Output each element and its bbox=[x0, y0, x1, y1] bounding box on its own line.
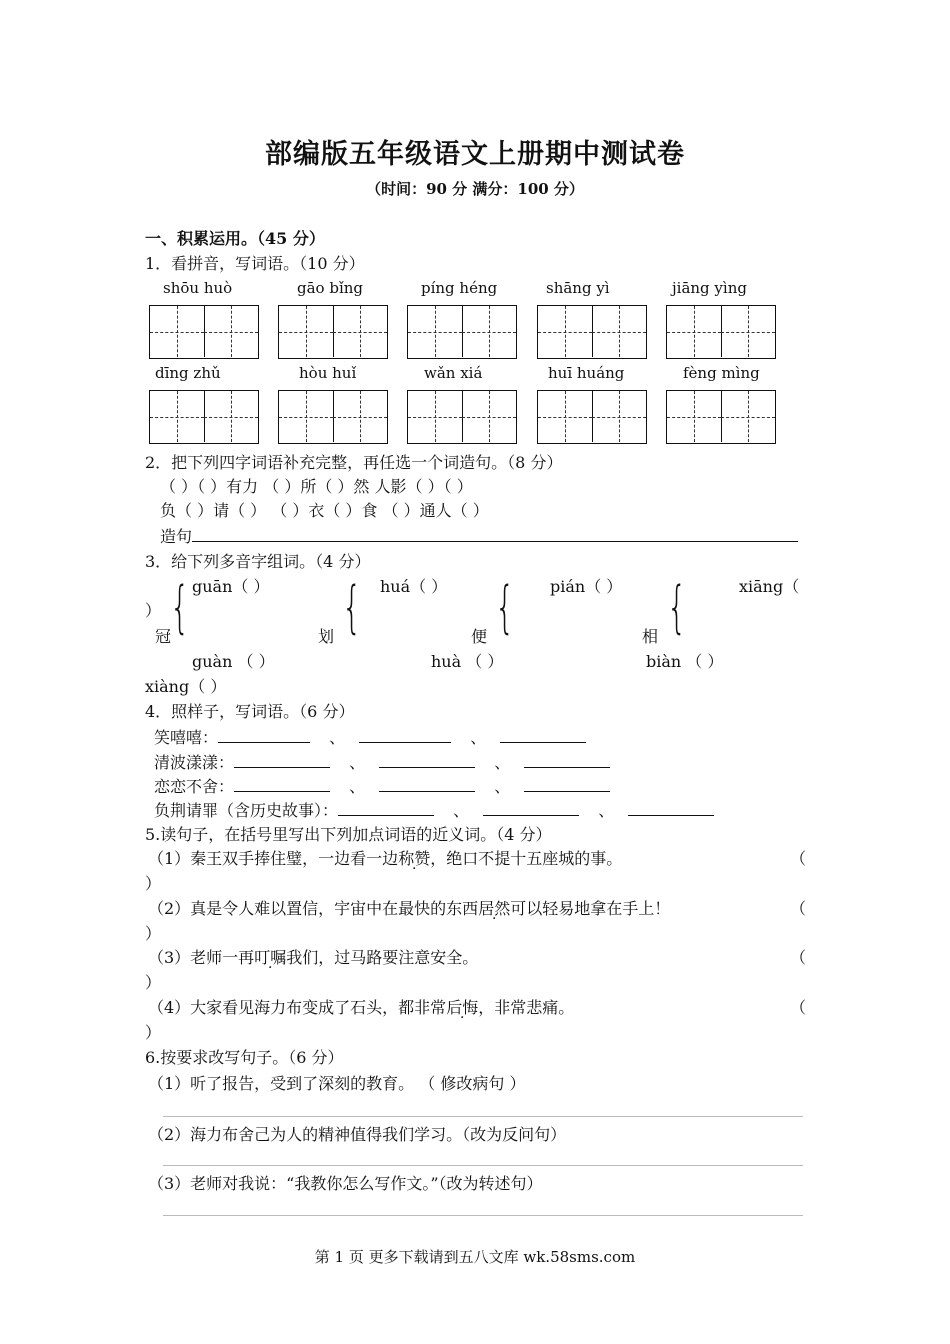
word-example: 清波漾漾： bbox=[154, 753, 235, 772]
answer-line[interactable] bbox=[163, 1165, 803, 1166]
brace-icon: { bbox=[170, 575, 190, 640]
sentence-answer-line[interactable] bbox=[192, 525, 798, 542]
answer-paren-close: ） bbox=[145, 874, 162, 893]
polyphone-top-3[interactable]: pián（ ） bbox=[550, 577, 623, 596]
word-example: 恋恋不舍： bbox=[154, 777, 235, 796]
pinyin-5: jiāng yìng bbox=[672, 279, 747, 297]
polyphone-bottom-4[interactable]: xiàng（ ） bbox=[145, 677, 227, 696]
word-row-1 bbox=[154, 726, 586, 749]
answer-paren-close: ） bbox=[145, 973, 162, 992]
pinyin-6: dīng zhǔ bbox=[155, 364, 221, 382]
question-5-label: 5.读句子，在括号里写出下列加点词语的近义词。（4 分） bbox=[145, 825, 552, 844]
pinyin-7: hòu huǐ bbox=[299, 364, 357, 382]
separator: 、 bbox=[453, 801, 470, 820]
answer-line[interactable] bbox=[218, 726, 310, 743]
answer-line[interactable] bbox=[379, 775, 475, 792]
writing-grid[interactable] bbox=[407, 305, 517, 359]
exam-info: （时间：90 分 满分：100 分） bbox=[366, 180, 584, 198]
question-3-label: 3．给下列多音字组词。（4 分） bbox=[145, 552, 371, 571]
question-6-label: 6.按要求改写句子。（6 分） bbox=[145, 1048, 344, 1067]
word-example: 笑嘻嘻： bbox=[154, 728, 219, 747]
pinyin-2: gāo bǐng bbox=[297, 279, 364, 297]
separator: 、 bbox=[494, 753, 511, 772]
pinyin-4: shāng yì bbox=[546, 279, 610, 297]
separator: 、 bbox=[494, 777, 511, 796]
answer-line[interactable] bbox=[379, 751, 475, 768]
question-4-label: 4．照样子，写词语。（6 分） bbox=[145, 702, 355, 721]
pinyin-10: fèng mìng bbox=[683, 364, 760, 382]
q5-sentence-1: （1）秦王双手捧住璧，一边看一边称赞，绝口不提十五座城的事。 bbox=[148, 849, 623, 868]
separator: 、 bbox=[349, 753, 366, 772]
pinyin-3: píng héng bbox=[421, 279, 498, 297]
answer-line[interactable] bbox=[524, 775, 610, 792]
polyphone-top-4[interactable]: xiāng（ bbox=[739, 577, 800, 596]
answer-paren-open[interactable]: （ bbox=[790, 849, 807, 868]
word-row-4 bbox=[154, 799, 714, 822]
answer-line[interactable] bbox=[359, 726, 451, 743]
brace-icon: { bbox=[342, 575, 362, 640]
answer-paren-open[interactable]: （ bbox=[790, 899, 807, 918]
polyphone-bottom-3[interactable]: biàn （ ） bbox=[646, 652, 724, 671]
polyphone-bottom-1[interactable]: guàn （ ） bbox=[192, 652, 275, 671]
q5-sentence-2: （2）真是令人难以置信，宇宙中在最快的东西居然可以轻易地拿在手上！ bbox=[148, 899, 671, 918]
word-row-3 bbox=[154, 775, 610, 798]
answer-line[interactable] bbox=[524, 751, 610, 768]
answer-line[interactable] bbox=[628, 799, 714, 816]
polyphone-char-1: 冠 bbox=[155, 627, 172, 646]
writing-grid[interactable] bbox=[407, 390, 517, 444]
word-example: 负荆请罪（含历史故事）： bbox=[154, 801, 339, 820]
pinyin-8: wǎn xiá bbox=[424, 364, 483, 382]
dotted-word: 后悔 bbox=[446, 998, 479, 1017]
writing-grid[interactable] bbox=[278, 305, 388, 359]
q5-sentence-4: （4）大家看见海力布变成了石头，都非常后悔，非常悲痛。 bbox=[148, 998, 575, 1017]
pinyin-1: shōu huò bbox=[163, 279, 233, 297]
polyphone-top-2[interactable]: huá（ ） bbox=[380, 577, 448, 596]
separator: 、 bbox=[598, 801, 615, 820]
brace-icon: { bbox=[495, 575, 515, 640]
writing-grid[interactable] bbox=[666, 305, 776, 359]
idiom-line-1[interactable]: （ ）（ ）有力 （ ）所（ ）然 人影（ ）（ ） bbox=[160, 477, 473, 496]
answer-line[interactable] bbox=[163, 1215, 803, 1216]
separator: 、 bbox=[470, 728, 487, 747]
wrapped-paren: ） bbox=[145, 601, 162, 620]
q6-item-3: （3）老师对我说：“我教你怎么写作文。”（改为转述句） bbox=[148, 1174, 543, 1193]
sentence-label: 造句 bbox=[160, 527, 193, 546]
question-1-label: 1．看拼音，写词语。（10 分） bbox=[145, 254, 365, 273]
writing-grid[interactable] bbox=[666, 390, 776, 444]
polyphone-top-1[interactable]: guān（ ） bbox=[192, 577, 270, 596]
word-row-2 bbox=[154, 751, 610, 774]
writing-grid[interactable] bbox=[149, 305, 259, 359]
answer-line[interactable] bbox=[234, 775, 330, 792]
polyphone-char-4: 相 bbox=[642, 627, 659, 646]
page-title: 部编版五年级语文上册期中测试卷 bbox=[265, 139, 685, 170]
answer-paren-close: ） bbox=[145, 1023, 162, 1042]
answer-line[interactable] bbox=[163, 1116, 803, 1117]
writing-grid[interactable] bbox=[537, 305, 647, 359]
section-heading: 一、积累运用。（45 分） bbox=[145, 229, 325, 248]
dotted-word: 称赞 bbox=[398, 849, 431, 868]
q6-item-2: （2）海力布舍己为人的精神值得我们学习。（改为反问句） bbox=[148, 1125, 567, 1144]
writing-grid[interactable] bbox=[537, 390, 647, 444]
polyphone-char-2: 划 bbox=[318, 627, 335, 646]
pinyin-9: huī huáng bbox=[548, 364, 625, 382]
dotted-word: 居然 bbox=[478, 899, 511, 918]
question-2-label: 2．把下列四字词语补充完整，再任选一个词造句。（8 分） bbox=[145, 453, 563, 472]
q6-item-1: （1）听了报告，受到了深刻的教育。 （ 修改病句 ） bbox=[148, 1074, 526, 1093]
writing-grid[interactable] bbox=[278, 390, 388, 444]
polyphone-bottom-2[interactable]: huà （ ） bbox=[431, 652, 504, 671]
answer-paren-open[interactable]: （ bbox=[790, 948, 807, 967]
q5-sentence-3: （3）老师一再叮嘱我们，过马路要注意安全。 bbox=[148, 948, 479, 967]
answer-line[interactable] bbox=[483, 799, 579, 816]
page-footer: 第 1 页 更多下载请到五八文库 wk.58sms.com bbox=[314, 1248, 636, 1266]
polyphone-char-3: 便 bbox=[471, 627, 488, 646]
brace-icon: { bbox=[667, 575, 687, 640]
answer-line[interactable] bbox=[500, 726, 586, 743]
idiom-line-2[interactable]: 负（ ）请（ ） （ ）衣（ ）食 （ ）通人（ ） bbox=[160, 501, 489, 520]
answer-line[interactable] bbox=[234, 751, 330, 768]
answer-paren-close: ） bbox=[145, 924, 162, 943]
dotted-word: 叮嘱 bbox=[254, 948, 287, 967]
sentence-prompt bbox=[160, 525, 798, 548]
separator: 、 bbox=[349, 777, 366, 796]
separator: 、 bbox=[329, 728, 346, 747]
answer-line[interactable] bbox=[338, 799, 434, 816]
answer-paren-open[interactable]: （ bbox=[790, 998, 807, 1017]
writing-grid[interactable] bbox=[149, 390, 259, 444]
